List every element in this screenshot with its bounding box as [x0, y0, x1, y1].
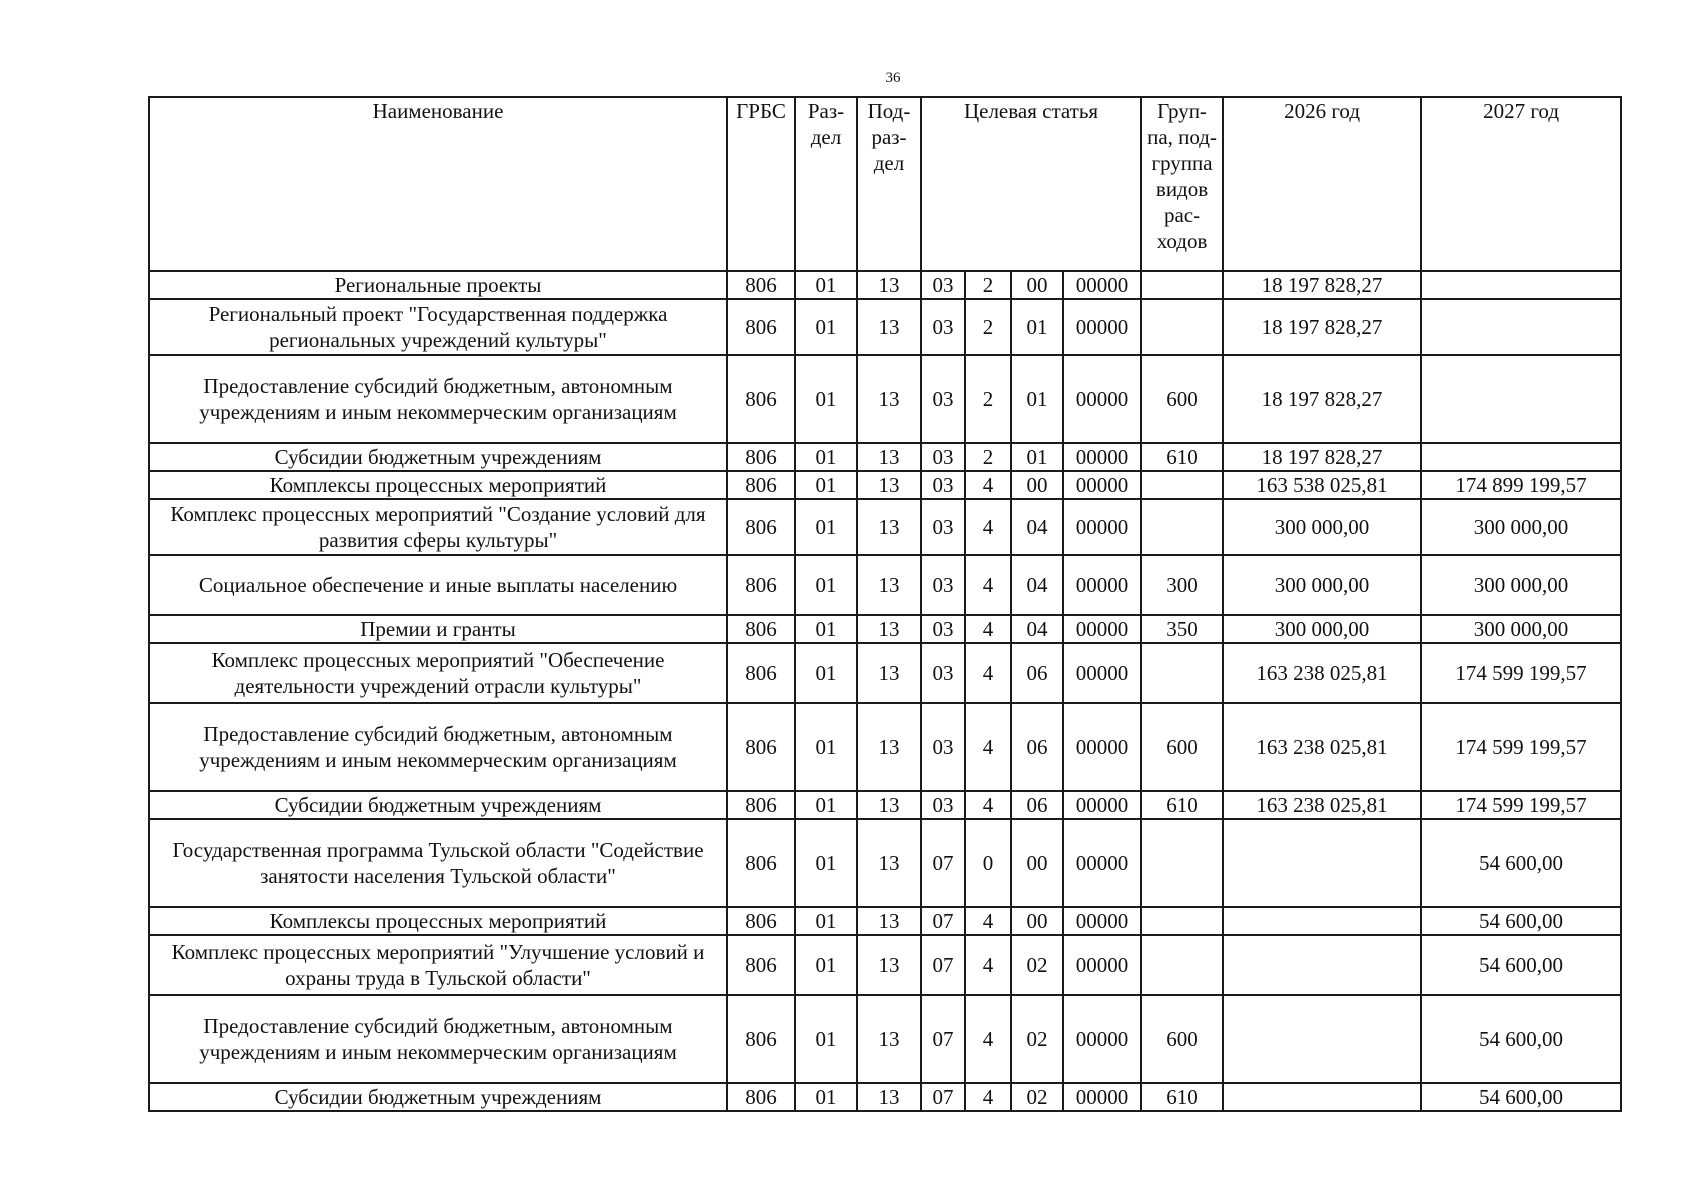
row-name: Субсидии бюджетным учреждениям [149, 1083, 727, 1111]
budget-table [148, 96, 1622, 1112]
row-expense-group [1141, 643, 1223, 703]
row-target-program: 07 [921, 819, 965, 907]
row-target-program: 03 [921, 443, 965, 471]
row-target-subprogram: 04 [1011, 615, 1063, 643]
row-target-direction: 00000 [1063, 907, 1141, 935]
row-name: Комплекс процессных мероприятий "Обеспечение деятельности учреждений отрасли культуры" [149, 643, 727, 703]
row-amount-2027: 54 600,00 [1421, 1083, 1621, 1111]
row-grbs: 806 [727, 555, 795, 615]
row-target-direction: 00000 [1063, 819, 1141, 907]
row-grbs: 806 [727, 819, 795, 907]
row-podrazdel: 13 [857, 935, 921, 995]
row-target-program: 03 [921, 791, 965, 819]
row-razdel: 01 [795, 299, 857, 355]
row-target-direction: 00000 [1063, 1083, 1141, 1111]
row-amount-2027: 300 000,00 [1421, 615, 1621, 643]
header-expense-group: Груп-па, под-группа видов рас-ходов [1141, 97, 1223, 271]
row-target-subprogram: 04 [1011, 499, 1063, 555]
row-target-type: 4 [965, 791, 1011, 819]
row-target-type: 4 [965, 935, 1011, 995]
table-row [149, 703, 1621, 791]
row-razdel: 01 [795, 471, 857, 499]
row-amount-2027: 174 599 199,57 [1421, 643, 1621, 703]
row-razdel: 01 [795, 703, 857, 791]
row-expense-group: 600 [1141, 703, 1223, 791]
row-amount-2026: 163 238 025,81 [1223, 703, 1421, 791]
row-expense-group [1141, 471, 1223, 499]
row-target-subprogram: 01 [1011, 299, 1063, 355]
row-target-program: 03 [921, 703, 965, 791]
row-target-subprogram: 02 [1011, 935, 1063, 995]
row-podrazdel: 13 [857, 499, 921, 555]
row-podrazdel: 13 [857, 1083, 921, 1111]
table-row [149, 1083, 1621, 1111]
row-razdel: 01 [795, 935, 857, 995]
row-expense-group [1141, 907, 1223, 935]
row-expense-group: 350 [1141, 615, 1223, 643]
row-amount-2027 [1421, 443, 1621, 471]
row-target-subprogram: 06 [1011, 643, 1063, 703]
row-grbs: 806 [727, 355, 795, 443]
table-row [149, 615, 1621, 643]
row-expense-group [1141, 271, 1223, 299]
table-row [149, 643, 1621, 703]
row-target-type: 4 [965, 995, 1011, 1083]
row-amount-2027: 174 599 199,57 [1421, 791, 1621, 819]
row-razdel: 01 [795, 907, 857, 935]
row-grbs: 806 [727, 471, 795, 499]
row-podrazdel: 13 [857, 907, 921, 935]
row-amount-2027 [1421, 299, 1621, 355]
row-target-direction: 00000 [1063, 271, 1141, 299]
row-podrazdel: 13 [857, 615, 921, 643]
row-target-direction: 00000 [1063, 555, 1141, 615]
row-grbs: 806 [727, 615, 795, 643]
row-amount-2027: 54 600,00 [1421, 935, 1621, 995]
row-target-type: 4 [965, 907, 1011, 935]
row-amount-2026: 300 000,00 [1223, 499, 1421, 555]
row-razdel: 01 [795, 615, 857, 643]
row-name: Государственная программа Тульской области "Содействие занятости населения Тульской области" [149, 819, 727, 907]
row-podrazdel: 13 [857, 791, 921, 819]
row-razdel: 01 [795, 791, 857, 819]
row-razdel: 01 [795, 819, 857, 907]
row-target-type: 2 [965, 271, 1011, 299]
row-amount-2027: 174 899 199,57 [1421, 471, 1621, 499]
header-row [149, 97, 1621, 271]
row-target-subprogram: 00 [1011, 271, 1063, 299]
row-podrazdel: 13 [857, 271, 921, 299]
row-amount-2026: 300 000,00 [1223, 555, 1421, 615]
row-amount-2027: 54 600,00 [1421, 819, 1621, 907]
row-target-program: 03 [921, 615, 965, 643]
row-amount-2026: 18 197 828,27 [1223, 271, 1421, 299]
table-row [149, 935, 1621, 995]
row-podrazdel: 13 [857, 471, 921, 499]
row-target-direction: 00000 [1063, 355, 1141, 443]
row-podrazdel: 13 [857, 995, 921, 1083]
row-razdel: 01 [795, 499, 857, 555]
row-target-subprogram: 01 [1011, 355, 1063, 443]
row-razdel: 01 [795, 995, 857, 1083]
row-amount-2027: 300 000,00 [1421, 499, 1621, 555]
table-row [149, 499, 1621, 555]
row-amount-2026 [1223, 819, 1421, 907]
table-row [149, 443, 1621, 471]
row-target-program: 03 [921, 271, 965, 299]
row-name: Субсидии бюджетным учреждениям [149, 791, 727, 819]
row-expense-group [1141, 819, 1223, 907]
row-grbs: 806 [727, 995, 795, 1083]
row-expense-group: 610 [1141, 1083, 1223, 1111]
row-target-program: 03 [921, 299, 965, 355]
row-target-program: 03 [921, 643, 965, 703]
row-amount-2027: 174 599 199,57 [1421, 703, 1621, 791]
table-row [149, 299, 1621, 355]
row-podrazdel: 13 [857, 643, 921, 703]
row-amount-2026: 18 197 828,27 [1223, 443, 1421, 471]
row-grbs: 806 [727, 1083, 795, 1111]
row-razdel: 01 [795, 555, 857, 615]
row-target-program: 03 [921, 499, 965, 555]
row-amount-2027 [1421, 271, 1621, 299]
table-row [149, 995, 1621, 1083]
row-expense-group: 300 [1141, 555, 1223, 615]
header-podrazdel: Под-раз-дел [857, 97, 921, 271]
row-expense-group: 600 [1141, 995, 1223, 1083]
row-name: Региональный проект "Государственная поддержка региональных учреждений культуры" [149, 299, 727, 355]
row-podrazdel: 13 [857, 703, 921, 791]
row-target-direction: 00000 [1063, 995, 1141, 1083]
row-amount-2026: 300 000,00 [1223, 615, 1421, 643]
row-amount-2026: 163 238 025,81 [1223, 791, 1421, 819]
header-target-article: Целевая статья [921, 97, 1141, 271]
header-name: Наименование [149, 97, 727, 271]
row-target-subprogram: 04 [1011, 555, 1063, 615]
table-row [149, 355, 1621, 443]
row-target-type: 4 [965, 643, 1011, 703]
row-target-subprogram: 06 [1011, 703, 1063, 791]
row-target-type: 2 [965, 355, 1011, 443]
row-name: Предоставление субсидий бюджетным, автономным учреждениям и иным некоммерческим организациям [149, 995, 727, 1083]
row-target-type: 4 [965, 499, 1011, 555]
row-target-program: 07 [921, 907, 965, 935]
row-grbs: 806 [727, 299, 795, 355]
row-target-subprogram: 00 [1011, 471, 1063, 499]
row-target-type: 4 [965, 555, 1011, 615]
row-amount-2026: 163 538 025,81 [1223, 471, 1421, 499]
row-name: Социальное обеспечение и иные выплаты населению [149, 555, 727, 615]
row-name: Предоставление субсидий бюджетным, автономным учреждениям и иным некоммерческим организациям [149, 703, 727, 791]
row-amount-2027: 300 000,00 [1421, 555, 1621, 615]
row-target-direction: 00000 [1063, 499, 1141, 555]
row-expense-group: 610 [1141, 443, 1223, 471]
row-podrazdel: 13 [857, 819, 921, 907]
row-target-direction: 00000 [1063, 935, 1141, 995]
row-podrazdel: 13 [857, 555, 921, 615]
row-name: Региональные проекты [149, 271, 727, 299]
row-target-type: 4 [965, 471, 1011, 499]
row-amount-2026 [1223, 907, 1421, 935]
row-expense-group: 610 [1141, 791, 1223, 819]
row-grbs: 806 [727, 443, 795, 471]
row-podrazdel: 13 [857, 443, 921, 471]
row-target-program: 07 [921, 995, 965, 1083]
row-grbs: 806 [727, 935, 795, 995]
table-row [149, 791, 1621, 819]
row-target-type: 4 [965, 1083, 1011, 1111]
row-target-type: 2 [965, 443, 1011, 471]
table-row [149, 819, 1621, 907]
row-name: Комплексы процессных мероприятий [149, 907, 727, 935]
row-name: Субсидии бюджетным учреждениям [149, 443, 727, 471]
row-name: Комплекс процессных мероприятий "Улучшение условий и охраны труда в Тульской области" [149, 935, 727, 995]
row-razdel: 01 [795, 271, 857, 299]
row-amount-2026: 18 197 828,27 [1223, 299, 1421, 355]
row-expense-group: 600 [1141, 355, 1223, 443]
row-razdel: 01 [795, 643, 857, 703]
row-expense-group [1141, 935, 1223, 995]
row-amount-2026: 163 238 025,81 [1223, 643, 1421, 703]
row-razdel: 01 [795, 1083, 857, 1111]
row-razdel: 01 [795, 355, 857, 443]
row-grbs: 806 [727, 907, 795, 935]
row-podrazdel: 13 [857, 299, 921, 355]
row-target-direction: 00000 [1063, 615, 1141, 643]
row-target-subprogram: 00 [1011, 907, 1063, 935]
row-grbs: 806 [727, 499, 795, 555]
row-grbs: 806 [727, 703, 795, 791]
header-year-2027: 2027 год [1421, 97, 1621, 271]
row-target-direction: 00000 [1063, 703, 1141, 791]
row-grbs: 806 [727, 791, 795, 819]
row-name: Комплексы процессных мероприятий [149, 471, 727, 499]
row-target-direction: 00000 [1063, 443, 1141, 471]
row-target-type: 2 [965, 299, 1011, 355]
table-body [149, 271, 1621, 1111]
header-year-2026: 2026 год [1223, 97, 1421, 271]
header-razdel: Раз-дел [795, 97, 857, 271]
row-podrazdel: 13 [857, 355, 921, 443]
header-grbs: ГРБС [727, 97, 795, 271]
row-grbs: 806 [727, 271, 795, 299]
row-amount-2026: 18 197 828,27 [1223, 355, 1421, 443]
row-target-subprogram: 00 [1011, 819, 1063, 907]
row-name: Комплекс процессных мероприятий "Создание условий для развития сферы культуры" [149, 499, 727, 555]
row-target-direction: 00000 [1063, 643, 1141, 703]
row-target-direction: 00000 [1063, 791, 1141, 819]
row-amount-2026 [1223, 1083, 1421, 1111]
row-target-subprogram: 02 [1011, 1083, 1063, 1111]
row-target-type: 4 [965, 703, 1011, 791]
row-name: Премии и гранты [149, 615, 727, 643]
row-target-subprogram: 06 [1011, 791, 1063, 819]
table-row [149, 555, 1621, 615]
row-target-type: 0 [965, 819, 1011, 907]
row-target-subprogram: 01 [1011, 443, 1063, 471]
row-target-program: 03 [921, 471, 965, 499]
row-expense-group [1141, 499, 1223, 555]
table-row [149, 471, 1621, 499]
row-target-program: 03 [921, 555, 965, 615]
row-target-program: 03 [921, 355, 965, 443]
row-target-type: 4 [965, 615, 1011, 643]
row-grbs: 806 [727, 643, 795, 703]
row-amount-2027 [1421, 355, 1621, 443]
row-razdel: 01 [795, 443, 857, 471]
row-expense-group [1141, 299, 1223, 355]
row-target-program: 07 [921, 1083, 965, 1111]
row-amount-2027: 54 600,00 [1421, 907, 1621, 935]
row-name: Предоставление субсидий бюджетным, автономным учреждениям и иным некоммерческим организациям [149, 355, 727, 443]
row-target-subprogram: 02 [1011, 995, 1063, 1083]
row-amount-2026 [1223, 935, 1421, 995]
row-amount-2026 [1223, 995, 1421, 1083]
row-target-direction: 00000 [1063, 299, 1141, 355]
table-row [149, 907, 1621, 935]
row-amount-2027: 54 600,00 [1421, 995, 1621, 1083]
row-target-program: 07 [921, 935, 965, 995]
table-row [149, 271, 1621, 299]
page-number: 36 [885, 70, 901, 86]
row-target-direction: 00000 [1063, 471, 1141, 499]
